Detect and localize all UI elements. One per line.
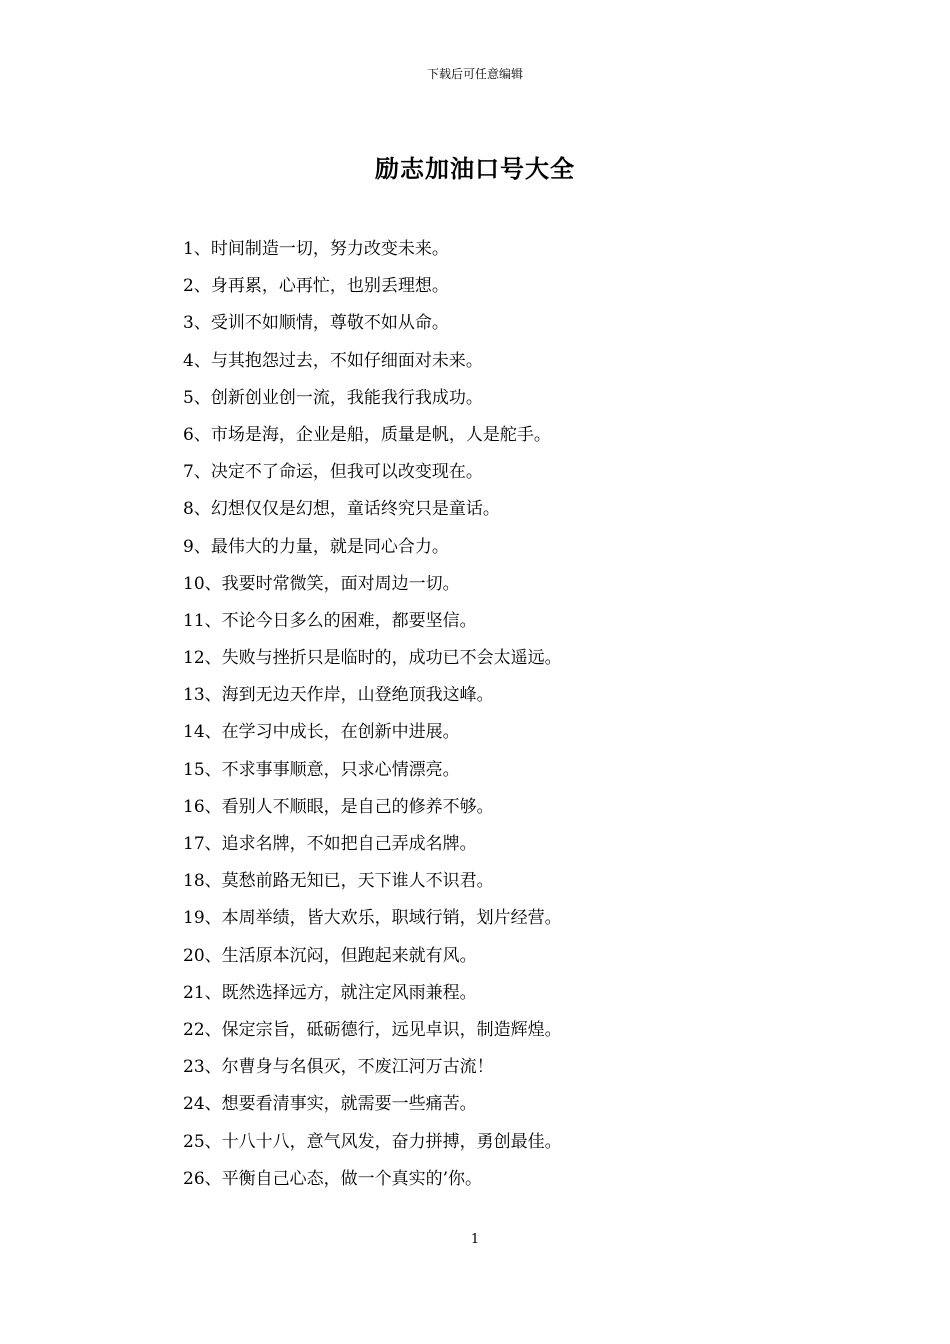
slogan-item: 13、海到无边天作岸，山登绝顶我这峰。 xyxy=(183,685,494,706)
slogan-item: 5、创新创业创一流，我能我行我成功。 xyxy=(183,387,483,408)
page-number: 1 xyxy=(470,1232,480,1247)
slogan-item: 16、看别人不顺眼，是自己的修养不够。 xyxy=(183,796,494,817)
slogan-item: 15、不求事事顺意，只求心情漂亮。 xyxy=(183,759,460,780)
slogan-item: 22、保定宗旨，砥砺德行，远见卓识，制造辉煌。 xyxy=(183,1019,562,1040)
slogan-item: 21、既然选择远方，就注定风雨兼程。 xyxy=(183,982,477,1003)
slogan-item: 4、与其抱怨过去，不如仔细面对未来。 xyxy=(183,350,483,371)
slogan-item: 24、想要看清事实，就需要一些痛苦。 xyxy=(183,1094,477,1115)
page-header: 下载后可任意编辑 xyxy=(426,67,523,81)
slogan-item: 25、十八十八，意气风发，奋力拼搏，勇创最佳。 xyxy=(183,1131,562,1152)
slogan-item: 17、追求名牌，不如把自己弄成名牌。 xyxy=(183,834,477,854)
slogan-item: 26、平衡自己心态，做一个真实的’你。 xyxy=(183,1168,483,1189)
page-title: 励志加油口号大全 xyxy=(375,155,575,183)
slogan-item: 7、决定不了命运，但我可以改变现在。 xyxy=(183,462,483,483)
slogan-item: 2、身再累，心再忙，也别丢理想。 xyxy=(183,276,449,297)
slogan-item: 9、最伟大的力量，就是同心合力。 xyxy=(183,536,449,557)
slogan-item: 20、生活原本沉闷，但跑起来就有风。 xyxy=(183,945,477,966)
slogan-item: 14、在学习中成长，在创新中进展。 xyxy=(183,722,460,743)
slogan-item: 23、尔曹身与名俱灭，不废江河万古流！ xyxy=(183,1057,494,1078)
slogan-item: 6、市场是海，企业是船，质量是帆，人是舵手。 xyxy=(183,424,551,445)
slogan-item: 8、幻想仅仅是幻想，童话终究只是童话。 xyxy=(183,499,500,520)
slogan-item: 18、莫愁前路无知已，天下谁人不识君。 xyxy=(183,871,494,892)
slogan-item: 1、时间制造一切，努力改变未来。 xyxy=(183,239,449,259)
slogan-item: 19、本周举绩，皆大欢乐，职域行销，划片经营。 xyxy=(183,908,562,929)
slogan-item: 11、不论今日多么的困难，都要坚信。 xyxy=(183,610,477,631)
slogan-item: 12、失败与挫折只是临时的，成功已不会太遥远。 xyxy=(183,648,562,669)
slogan-item: 10、我要时常微笑，面对周边一切。 xyxy=(183,573,460,594)
slogan-list xyxy=(183,231,883,1198)
slogan-item: 3、受训不如顺情，尊敬不如从命。 xyxy=(183,313,449,334)
